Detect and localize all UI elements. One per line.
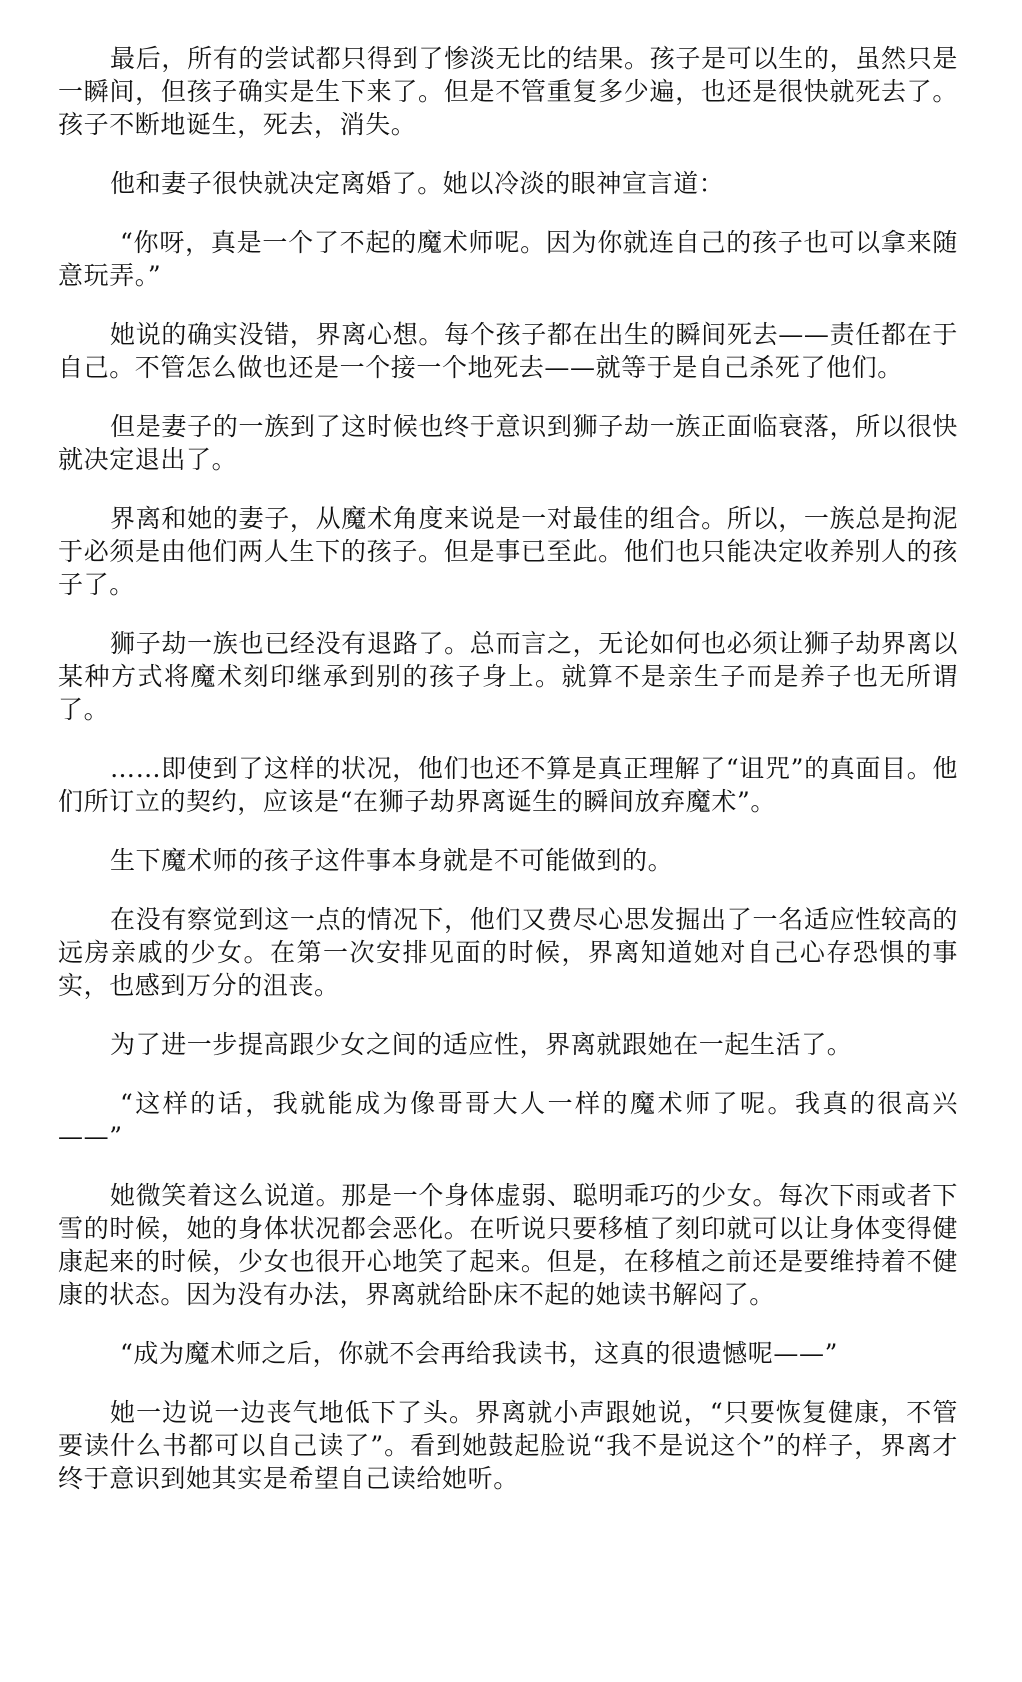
paragraph-4: 她说的确实没错，界离心想。每个孩子都在出生的瞬间死去——责任都在于自己。不管怎么做也还是一个接一个地死去——就等于是自己杀死了他们。 [58, 320, 958, 382]
paragraph-1: 最后，所有的尝试都只得到了惨淡无比的结果。孩子是可以生的，虽然只是一瞬间，但孩子确实是生下来了。但是不管重复多少遍，也还是很快就死去了。孩子不断地诞生，死去，消失。 [58, 44, 958, 139]
paragraph-8: ……即使到了这样的状况，他们也还不算是真正理解了“诅咒”的真面目。他们所订立的契约，应该是“在狮子劫界离诞生的瞬间放弃魔术”。 [58, 754, 958, 816]
document-page [58, 42, 958, 1521]
paragraph-2: 他和妻子很快就决定离婚了。她以冷淡的眼神宣言道： [110, 169, 725, 198]
quote-paragraph-14: “成为魔术师之后，你就不会再给我读书，这真的很遗憾呢——” [120, 1339, 838, 1368]
paragraph-5: 但是妻子的一族到了这时候也终于意识到狮子劫一族正面临衰落，所以很快就决定退出了。 [58, 412, 958, 474]
paragraph-15: 她一边说一边丧气地低下了头。界离就小声跟她说，“只要恢复健康，不管要读什么书都可以自己读了”。看到她鼓起脸说“我不是说这个”的样子，界离才终于意识到她其实是希望自己读给她听。 [58, 1398, 958, 1493]
paragraph-9: 生下魔术师的孩子这件事本身就是不可能做到的。 [110, 846, 674, 875]
paragraph-6: 界离和她的妻子，从魔术角度来说是一对最佳的组合。所以，一族总是拘泥于必须是由他们两人生下的孩子。但是事已至此。他们也只能决定收养别人的孩子了。 [58, 504, 958, 599]
paragraph-7: 狮子劫一族也已经没有退路了。总而言之，无论如何也必须让狮子劫界离以某种方式将魔术刻印继承到别的孩子身上。就算不是亲生子而是养子也无所谓了。 [58, 629, 958, 724]
paragraph-13: 她微笑着这么说道。那是一个身体虚弱、聪明乖巧的少女。每次下雨或者下雪的时候，她的身体状况都会恶化。在听说只要移植了刻印就可以让身体变得健康起来的时候，少女也很开心地笑了起来。但是，在移植之前还是要维持着不健康的状态。因为没有办法，界离就给卧床不起的她读书解闷了。 [58, 1181, 958, 1309]
paragraph-11: 为了进一步提高跟少女之间的适应性，界离就跟她在一起生活了。 [110, 1030, 853, 1059]
quote-paragraph-12: “这样的话，我就能成为像哥哥大人一样的魔术师了呢。我真的很高兴——” [58, 1089, 958, 1151]
paragraph-10: 在没有察觉到这一点的情况下，他们又费尽心思发掘出了一名适应性较高的远房亲戚的少女。在第一次安排见面的时候，界离知道她对自己心存恐惧的事实，也感到万分的沮丧。 [58, 905, 958, 1000]
quote-paragraph-3: “你呀，真是一个了不起的魔术师呢。因为你就连自己的孩子也可以拿来随意玩弄。” [58, 228, 958, 290]
